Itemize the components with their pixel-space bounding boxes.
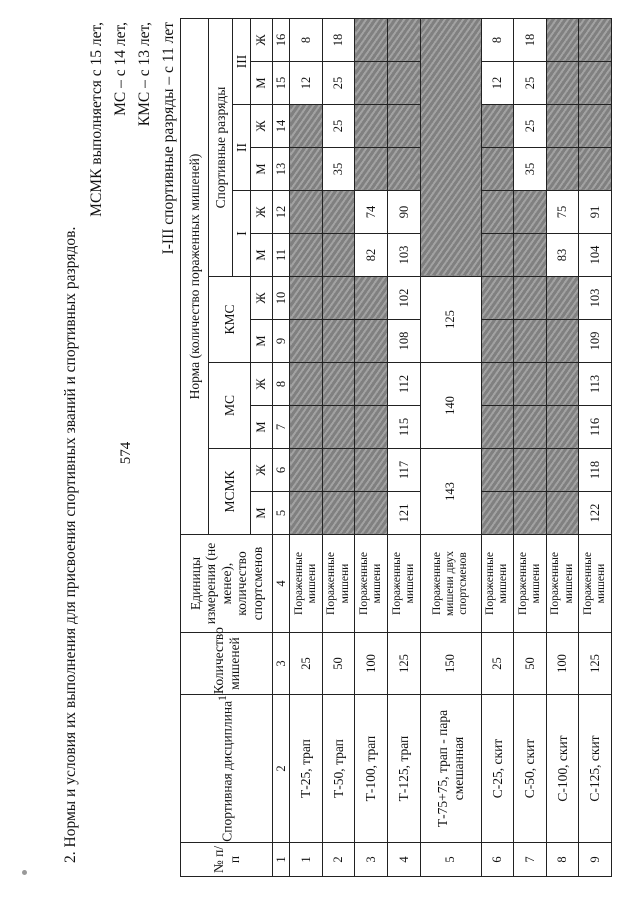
- table-row: [546, 18, 579, 876]
- norm-value: 112: [387, 363, 420, 406]
- table-body: [273, 18, 612, 876]
- column-number: 9: [273, 320, 290, 363]
- table-row: [481, 18, 514, 876]
- gender-header-zh: Ж: [251, 18, 273, 61]
- norm-value: [579, 62, 612, 105]
- norm-value: [322, 406, 355, 449]
- norms-table-wrapper: [180, 19, 612, 877]
- col-header-rank-1: I: [233, 191, 251, 277]
- column-number: 10: [273, 277, 290, 320]
- discipline-name: Т-100, трап: [355, 695, 388, 843]
- norm-value: [387, 62, 420, 105]
- norms-table: [180, 18, 612, 877]
- norm-value: [322, 449, 355, 492]
- table-row: [514, 18, 547, 876]
- column-number: 5: [273, 492, 290, 535]
- norm-value: 115: [387, 406, 420, 449]
- norm-value: [322, 234, 355, 277]
- norm-value: [481, 449, 514, 492]
- discipline-name: Т-50, трап: [322, 695, 355, 843]
- norm-value: 104: [579, 234, 612, 277]
- target-count: 125: [579, 633, 612, 695]
- column-number: 6: [273, 449, 290, 492]
- norm-value: 35: [514, 148, 547, 191]
- norm-value: [355, 148, 388, 191]
- norm-value: [481, 277, 514, 320]
- gender-header-zh: Ж: [251, 277, 273, 320]
- column-number: 11: [273, 234, 290, 277]
- target-count: 25: [481, 633, 514, 695]
- column-number: 12: [273, 191, 290, 234]
- norm-value: 90: [387, 191, 420, 234]
- norm-value: [546, 277, 579, 320]
- gender-header-m: М: [251, 492, 273, 535]
- unit-cell: Пораженные мишени: [546, 535, 579, 633]
- unit-cell: Пораженные мишени: [387, 535, 420, 633]
- norm-value: 8: [481, 18, 514, 61]
- norm-value: [290, 148, 323, 191]
- gender-header-m: М: [251, 234, 273, 277]
- column-number: 4: [273, 535, 290, 633]
- norm-value: [387, 18, 420, 61]
- column-number: 13: [273, 148, 290, 191]
- target-count: 100: [546, 633, 579, 695]
- col-header-mcmk: МСМК: [209, 449, 251, 535]
- col-header-ranks: Спортивные разряды: [209, 18, 233, 276]
- norm-value: 102: [387, 277, 420, 320]
- column-number: 3: [273, 633, 290, 695]
- norm-value: [514, 320, 547, 363]
- norm-value: [355, 363, 388, 406]
- table-row: [387, 18, 420, 876]
- norm-value: 122: [579, 492, 612, 535]
- norm-value: [355, 320, 388, 363]
- norm-value: [514, 449, 547, 492]
- norm-value: 116: [579, 406, 612, 449]
- norm-value: 117: [387, 449, 420, 492]
- norm-value: [322, 277, 355, 320]
- dot-mark: [22, 870, 27, 875]
- norm-value: [481, 234, 514, 277]
- norm-value: [546, 406, 579, 449]
- requirement-line: МС – с 14 лет,: [112, 22, 129, 116]
- norm-value: [290, 492, 323, 535]
- norm-value: 8: [290, 18, 323, 61]
- row-number: 9: [579, 843, 612, 877]
- norm-value: [387, 105, 420, 148]
- norm-kmc-pair: 125: [420, 277, 481, 363]
- norm-mc-pair: 140: [420, 363, 481, 449]
- norm-value: [481, 363, 514, 406]
- unit-cell: Пораженные мишени: [290, 535, 323, 633]
- col-header-kmc: КМС: [209, 277, 251, 363]
- unit-cell: Пораженные мишени двух спортсменов: [420, 535, 481, 633]
- norm-value: [290, 406, 323, 449]
- norm-value: [290, 191, 323, 234]
- discipline-name: С-100, скит: [546, 695, 579, 843]
- column-number: 1: [273, 843, 290, 877]
- norm-value: [514, 277, 547, 320]
- norm-value: 25: [322, 105, 355, 148]
- unit-cell: Пораженные мишени: [514, 535, 547, 633]
- norm-value: [481, 406, 514, 449]
- norm-value: [322, 191, 355, 234]
- column-number: 8: [273, 363, 290, 406]
- norm-value: [514, 363, 547, 406]
- norm-value: 35: [322, 148, 355, 191]
- norm-value: [481, 191, 514, 234]
- unit-cell: Пораженные мишени: [322, 535, 355, 633]
- norm-value: [355, 18, 388, 61]
- row-number: 4: [387, 843, 420, 877]
- norm-value: [546, 363, 579, 406]
- gender-header-zh: Ж: [251, 191, 273, 234]
- gender-header-zh: Ж: [251, 449, 273, 492]
- norm-value: 91: [579, 191, 612, 234]
- col-header-norm: Норма (количество пораженных мишеней): [181, 18, 209, 534]
- norm-value: [546, 320, 579, 363]
- gender-header-m: М: [251, 62, 273, 105]
- unit-cell: Пораженные мишени: [481, 535, 514, 633]
- norm-value: 25: [514, 62, 547, 105]
- norm-value: [355, 406, 388, 449]
- column-number: 16: [273, 18, 290, 61]
- row-number: 3: [355, 843, 388, 877]
- gender-header-m: М: [251, 406, 273, 449]
- norm-value: 12: [481, 62, 514, 105]
- target-count: 150: [420, 633, 481, 695]
- norm-value: 25: [322, 62, 355, 105]
- norm-value: [355, 277, 388, 320]
- row-number: 8: [546, 843, 579, 877]
- footnote-mark: 1: [217, 695, 230, 701]
- discipline-header-text: Спортивная дисциплина: [219, 700, 235, 842]
- norm-value: [355, 62, 388, 105]
- col-header-discipline: [181, 695, 273, 843]
- discipline-name: Т-125, трап: [387, 695, 420, 843]
- norm-value: 83: [546, 234, 579, 277]
- norm-value: 113: [579, 363, 612, 406]
- gender-header-m: М: [251, 148, 273, 191]
- norm-value: [290, 320, 323, 363]
- target-count: 100: [355, 633, 388, 695]
- table-head: [181, 18, 273, 876]
- norm-value: [481, 148, 514, 191]
- norm-value: [546, 148, 579, 191]
- section-heading: 2. Нормы и условия их выполнения для присвоения спортивных званий и спортивных разрядов.: [62, 226, 79, 863]
- gender-header-zh: Ж: [251, 105, 273, 148]
- norm-ranks-empty: [420, 18, 481, 276]
- column-number: 7: [273, 406, 290, 449]
- row-number: 6: [481, 843, 514, 877]
- requirement-line: МСМК выполняется с 15 лет,: [88, 22, 105, 217]
- norm-value: [546, 18, 579, 61]
- norm-value: [514, 234, 547, 277]
- norm-value: [290, 449, 323, 492]
- norm-value: 108: [387, 320, 420, 363]
- norm-value: [322, 320, 355, 363]
- col-header-mc: МС: [209, 363, 251, 449]
- target-count: 50: [514, 633, 547, 695]
- col-header-count: Количество мишеней: [181, 633, 273, 695]
- norm-value: [514, 191, 547, 234]
- table-row: [420, 18, 481, 876]
- column-number: 15: [273, 62, 290, 105]
- discipline-name: С-125, скит: [579, 695, 612, 843]
- norm-value: [481, 492, 514, 535]
- norm-value: [290, 234, 323, 277]
- norm-value: 118: [579, 449, 612, 492]
- norm-value: [481, 320, 514, 363]
- norm-value: [514, 492, 547, 535]
- discipline-name: Т-25, трап: [290, 695, 323, 843]
- norm-value: [546, 105, 579, 148]
- norm-value: 75: [546, 191, 579, 234]
- norm-value: [322, 492, 355, 535]
- unit-cell: Пораженные мишени: [579, 535, 612, 633]
- norm-value: [290, 105, 323, 148]
- norm-value: 103: [387, 234, 420, 277]
- norm-value: [481, 105, 514, 148]
- discipline-name: Т-75+75, трап - пара смешанная: [420, 695, 481, 843]
- table-row: [290, 18, 323, 876]
- norm-value: [546, 449, 579, 492]
- norm-value: 103: [579, 277, 612, 320]
- row-number: 2: [322, 843, 355, 877]
- col-header-rank-3: III: [233, 18, 251, 104]
- norm-value: [290, 277, 323, 320]
- row-number: 5: [420, 843, 481, 877]
- table-row: [579, 18, 612, 876]
- norm-value: [355, 492, 388, 535]
- col-header-no: № п/п: [181, 843, 273, 877]
- norm-value: [290, 363, 323, 406]
- discipline-name: С-25, скит: [481, 695, 514, 843]
- requirement-line: КМС – с 13 лет,: [136, 22, 153, 127]
- table-row: [355, 18, 388, 876]
- norm-value: [579, 18, 612, 61]
- norm-value: 12: [290, 62, 323, 105]
- norm-value: [546, 62, 579, 105]
- target-count: 125: [387, 633, 420, 695]
- page-number: 574: [118, 441, 134, 465]
- unit-cell: Пораженные мишени: [355, 535, 388, 633]
- norm-value: 82: [355, 234, 388, 277]
- col-header-unit: Единицы измерения (не менее), количество спортсменов: [181, 535, 273, 633]
- norm-value: 25: [514, 105, 547, 148]
- norm-value: [514, 406, 547, 449]
- norm-value: [355, 449, 388, 492]
- norm-value: [579, 148, 612, 191]
- norm-value: 18: [322, 18, 355, 61]
- target-count: 25: [290, 633, 323, 695]
- col-header-rank-2: II: [233, 105, 251, 191]
- norm-value: 121: [387, 492, 420, 535]
- norm-value: [387, 148, 420, 191]
- column-number: 2: [273, 695, 290, 843]
- table-row: [322, 18, 355, 876]
- norm-value: 18: [514, 18, 547, 61]
- discipline-name: С-50, скит: [514, 695, 547, 843]
- norm-value: [546, 492, 579, 535]
- column-number: 14: [273, 105, 290, 148]
- row-number: 7: [514, 843, 547, 877]
- norm-mcmk-pair: 143: [420, 449, 481, 535]
- gender-header-m: М: [251, 320, 273, 363]
- gender-header-zh: Ж: [251, 363, 273, 406]
- norm-value: 109: [579, 320, 612, 363]
- target-count: 50: [322, 633, 355, 695]
- row-number: 1: [290, 843, 323, 877]
- norm-value: [579, 105, 612, 148]
- norm-value: [322, 363, 355, 406]
- norm-value: [355, 105, 388, 148]
- norm-value: 74: [355, 191, 388, 234]
- requirement-line: I-III спортивные разряды – с 11 лет: [160, 22, 177, 255]
